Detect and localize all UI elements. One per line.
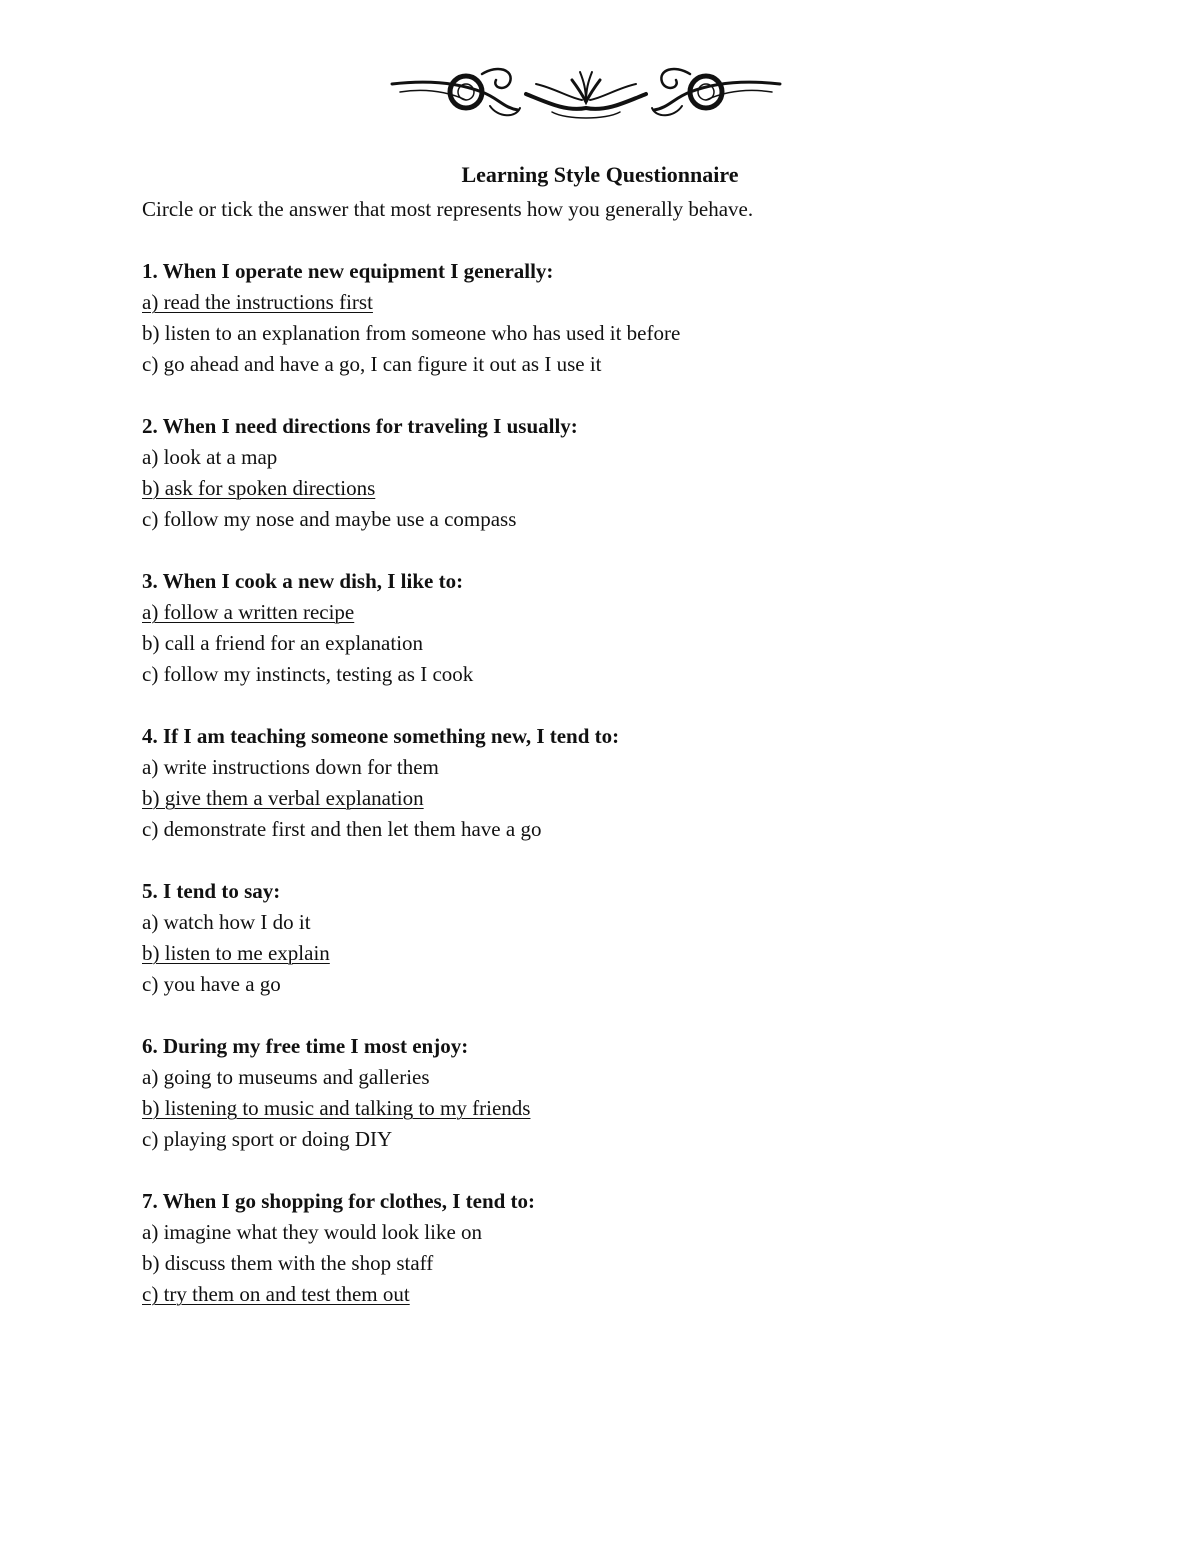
answer-option[interactable]: b) listening to music and talking to my friends (142, 1096, 531, 1120)
answer-option[interactable]: a) imagine what they would look like on (142, 1220, 483, 1244)
question-text: 1. When I operate new equipment I generally: (142, 259, 554, 283)
answer-option[interactable]: a) going to museums and galleries (142, 1065, 430, 1089)
answer-option[interactable]: c) follow my nose and maybe use a compass (142, 507, 517, 531)
question-3 (142, 566, 680, 690)
answer-option[interactable]: a) read the instructions first (142, 290, 373, 314)
answer-option[interactable]: c) follow my instincts, testing as I cook (142, 662, 474, 686)
answer-option[interactable]: b) listen to me explain (142, 941, 330, 965)
answer-option[interactable]: c) playing sport or doing DIY (142, 1127, 393, 1151)
question-1 (142, 256, 680, 380)
question-text: 5. I tend to say: (142, 879, 281, 903)
question-4 (142, 721, 680, 845)
question-list (142, 256, 680, 1341)
question-6 (142, 1031, 680, 1155)
answer-option[interactable]: a) write instructions down for them (142, 755, 439, 779)
answer-option[interactable]: c) you have a go (142, 972, 281, 996)
decorative-flourish-icon (386, 62, 786, 126)
instructions-text: Circle or tick the answer that most represents how you generally behave. (142, 197, 754, 221)
answer-option[interactable]: b) ask for spoken directions (142, 476, 376, 500)
question-text: 2. When I need directions for traveling I usually: (142, 414, 578, 438)
answer-option[interactable]: b) call a friend for an explanation (142, 631, 424, 655)
answer-option[interactable]: b) give them a verbal explanation (142, 786, 424, 810)
answer-option[interactable]: b) discuss them with the shop staff (142, 1251, 434, 1275)
question-text: 6. During my free time I most enjoy: (142, 1034, 469, 1058)
answer-option[interactable]: b) listen to an explanation from someone who has used it before (142, 321, 681, 345)
question-text: 4. If I am teaching someone something new, I tend to: (142, 724, 620, 748)
question-text: 7. When I go shopping for clothes, I tend to: (142, 1189, 536, 1213)
question-text: 3. When I cook a new dish, I like to: (142, 569, 464, 593)
page-title: Learning Style Questionnaire (461, 162, 739, 187)
answer-option[interactable]: c) go ahead and have a go, I can figure it out as I use it (142, 352, 602, 376)
answer-option[interactable]: a) look at a map (142, 445, 278, 469)
answer-option[interactable]: a) follow a written recipe (142, 600, 355, 624)
question-7 (142, 1186, 680, 1310)
answer-option[interactable]: c) try them on and test them out (142, 1282, 410, 1306)
question-2 (142, 411, 680, 535)
question-5 (142, 876, 680, 1000)
answer-option[interactable]: c) demonstrate first and then let them have a go (142, 817, 542, 841)
answer-option[interactable]: a) watch how I do it (142, 910, 311, 934)
